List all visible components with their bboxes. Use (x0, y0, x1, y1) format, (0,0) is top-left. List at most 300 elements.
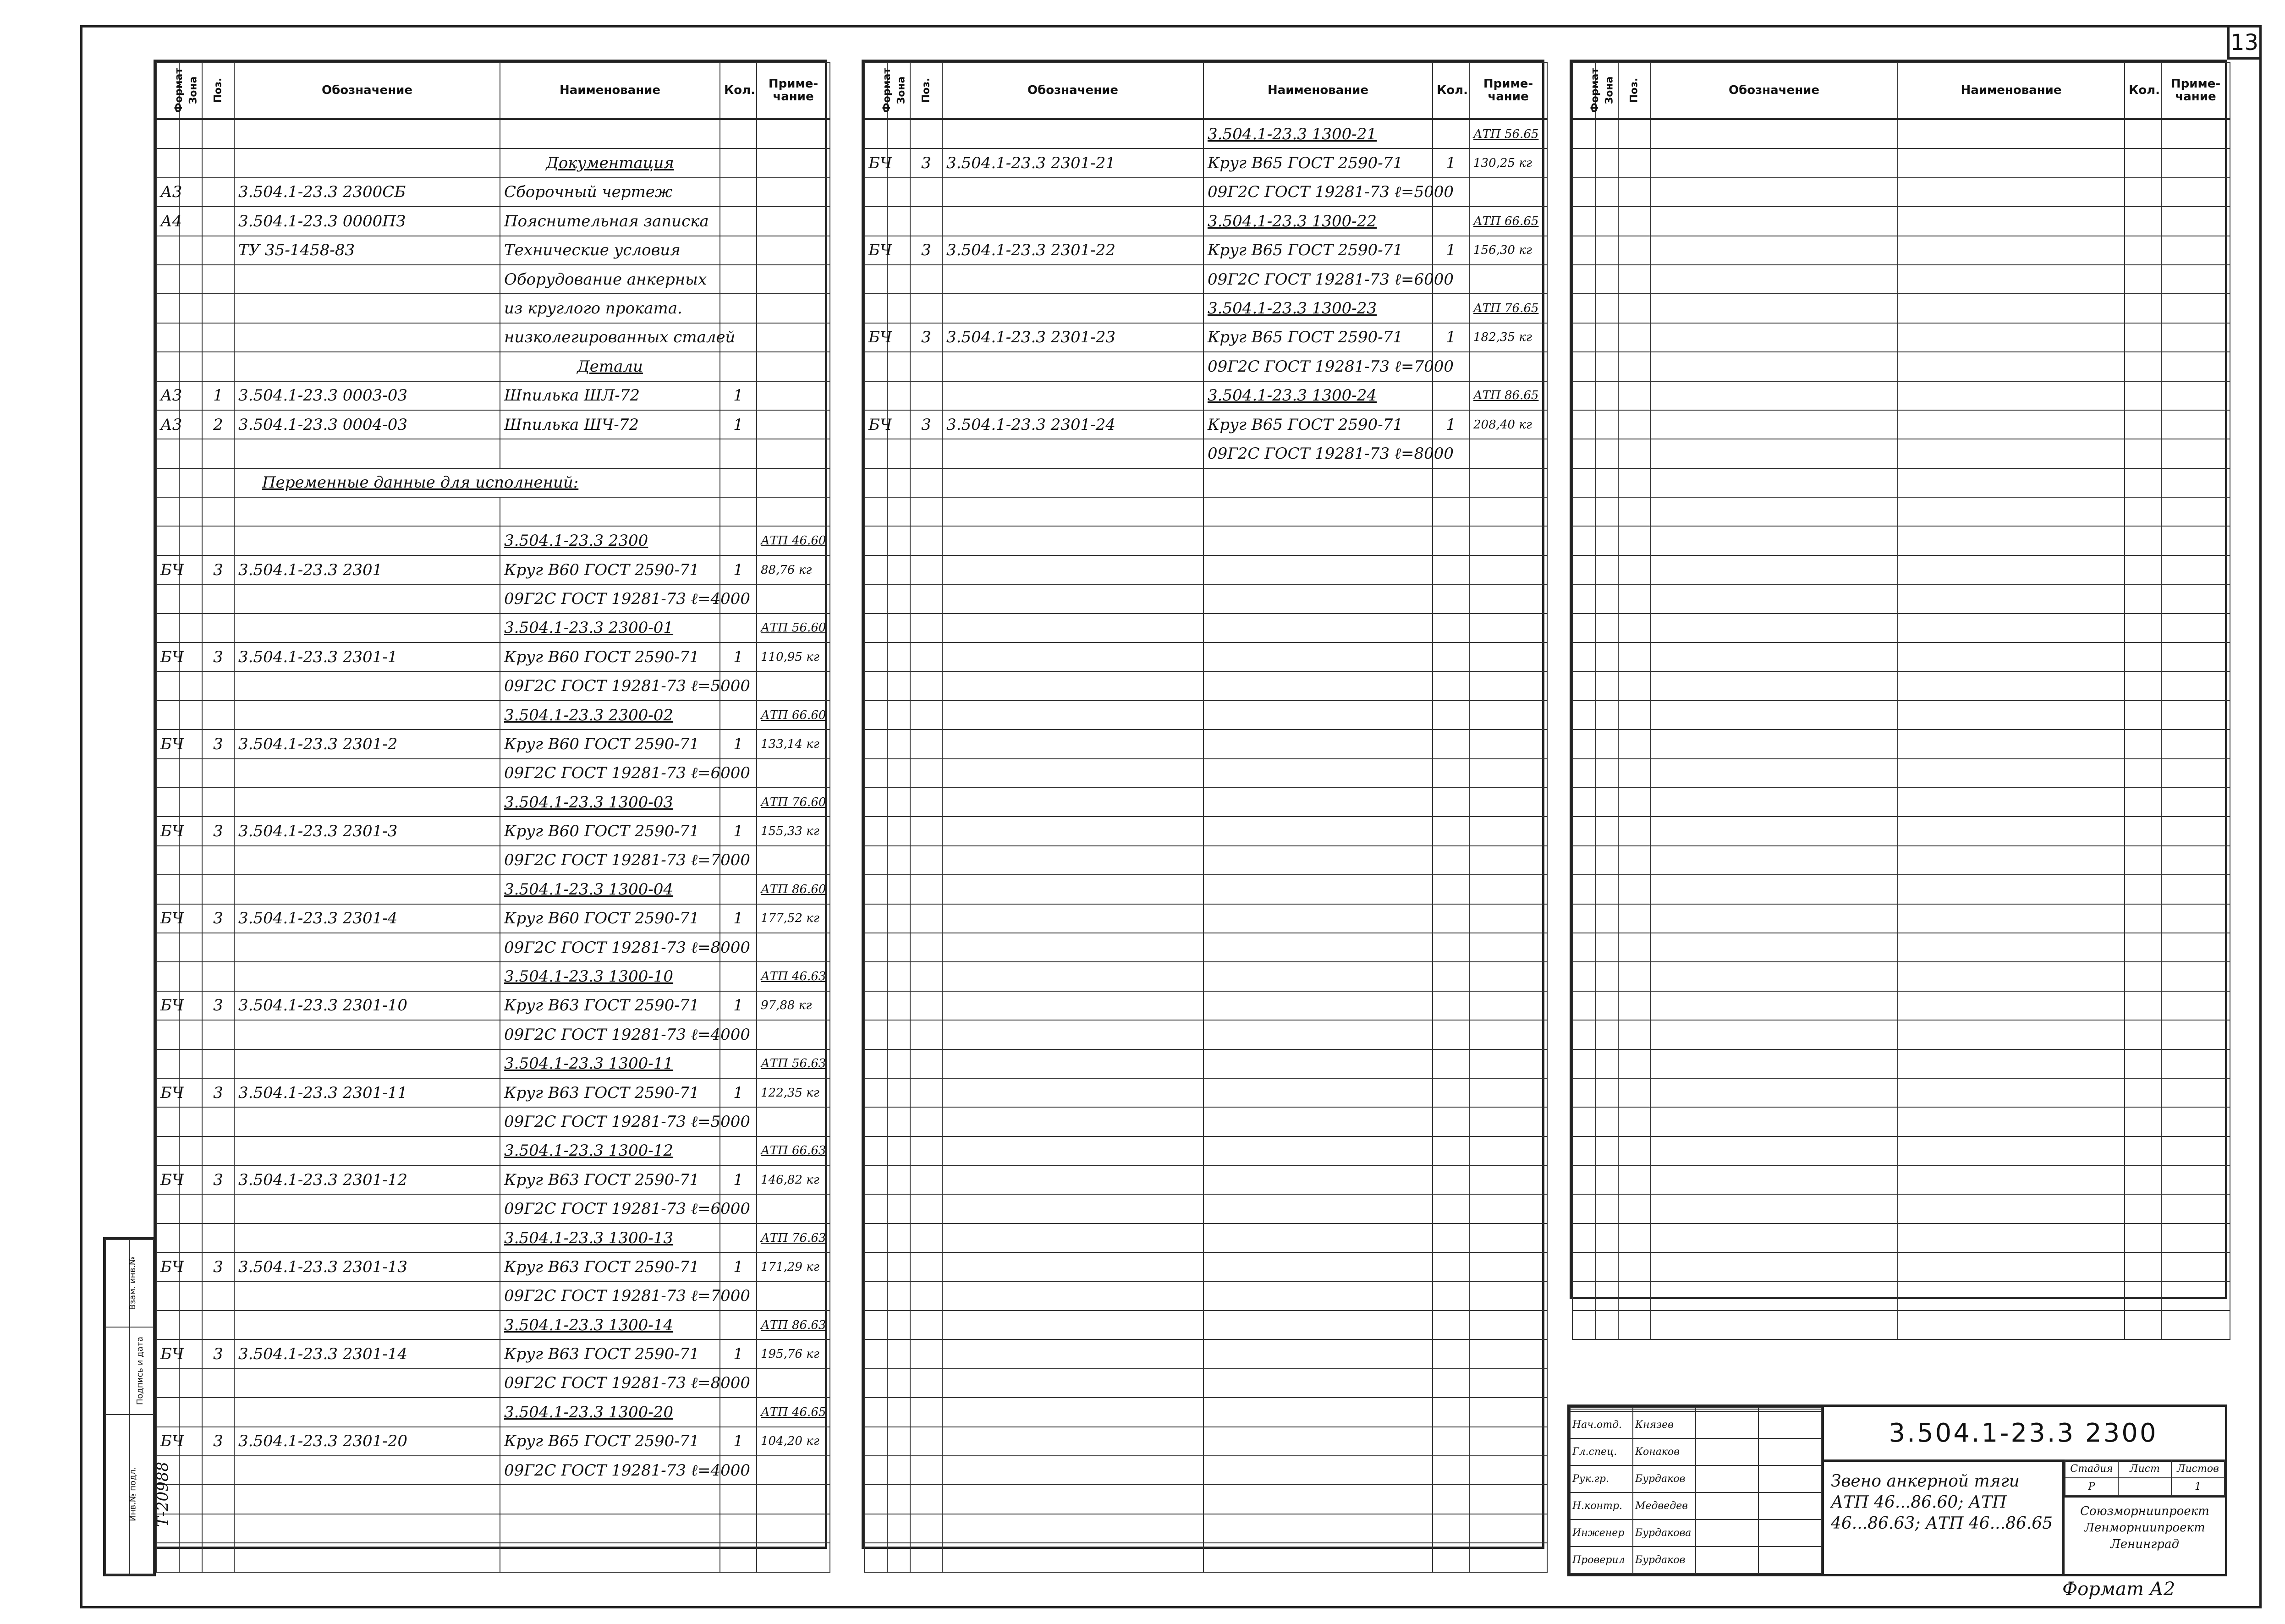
col-zone: Зона (887, 62, 910, 119)
cell-note (1469, 1107, 1547, 1136)
cell-zone (1595, 642, 1618, 671)
cell-pos (910, 1339, 942, 1368)
cell-pos (910, 1282, 942, 1311)
cell-note (1469, 1020, 1547, 1049)
cell-pos (1618, 788, 1650, 817)
cell-note: 171,29 кг (757, 1252, 830, 1281)
cell-pos: 3 (910, 323, 942, 352)
cell-name: Пояснительная записка (500, 207, 720, 236)
stage-label: Стадия (2065, 1460, 2118, 1478)
cell-name (1898, 1078, 2125, 1107)
cell-pos (1618, 991, 1650, 1020)
cell-pos (910, 1049, 942, 1078)
cell-format (1572, 1107, 1595, 1136)
cell-format (156, 1311, 179, 1339)
cell-pos (202, 614, 234, 642)
cell-designation (234, 1020, 500, 1049)
cell-name (1203, 1107, 1433, 1136)
cell-note (2161, 236, 2230, 265)
cell-designation (1650, 468, 1898, 497)
cell-name (1898, 1049, 2125, 1078)
cell-qty (720, 701, 757, 730)
cell-qty (2125, 642, 2161, 671)
spec-row (1572, 1078, 2230, 1107)
cell-designation (942, 1252, 1203, 1281)
cell-qty (2125, 1107, 2161, 1136)
spec-row (156, 614, 830, 642)
cell-qty (720, 614, 757, 642)
cell-format (864, 265, 887, 294)
cell-name (1203, 1398, 1433, 1426)
cell-name (1203, 962, 1433, 991)
cell-qty (1433, 1078, 1469, 1107)
cell-qty: 1 (720, 991, 757, 1020)
cell-name: Сборочный чертеж (500, 178, 720, 207)
cell-designation (942, 1456, 1203, 1485)
col-designation: Обозначение (1650, 62, 1898, 119)
cell-zone (1595, 468, 1618, 497)
cell-name: 09Г2С ГОСТ 19281-73 ℓ=4000 (500, 1020, 720, 1049)
cell-name (1203, 614, 1433, 642)
cell-pos (202, 933, 234, 962)
cell-qty (1433, 962, 1469, 991)
spec-row (864, 497, 1547, 526)
cell-designation (1650, 875, 1898, 904)
cell-pos: 3 (202, 904, 234, 933)
cell-name (1203, 788, 1433, 817)
cell-qty (1433, 1020, 1469, 1049)
cell-designation (942, 1543, 1203, 1572)
spec-row (156, 526, 830, 555)
cell-format (864, 642, 887, 671)
spec-row (156, 846, 830, 875)
cell-qty: 1 (720, 1252, 757, 1281)
cell-designation (234, 933, 500, 962)
spec-row (864, 759, 1547, 788)
cell-qty (1433, 1136, 1469, 1165)
col-pos: Поз. (910, 62, 942, 119)
col-designation: Обозначение (234, 62, 500, 119)
cell-qty (1433, 846, 1469, 875)
cell-format (1572, 1049, 1595, 1078)
cell-designation (942, 962, 1203, 991)
cell-format (1572, 410, 1595, 439)
cell-designation (942, 294, 1203, 323)
cell-designation: 3.504.1-23.3 0004-03 (234, 410, 500, 439)
cell-name: 09Г2С ГОСТ 19281-73 ℓ=5000 (500, 671, 720, 700)
cell-qty (1433, 788, 1469, 817)
cell-designation (234, 526, 500, 555)
cell-note (2161, 410, 2230, 439)
sheets-value: 1 (2171, 1478, 2225, 1496)
side-label-inv: Инв.№ подл. (105, 1415, 130, 1574)
cell-note (1469, 671, 1547, 700)
cell-designation (1650, 410, 1898, 439)
cell-qty (1433, 1165, 1469, 1194)
spec-row (864, 352, 1547, 381)
cell-qty: 1 (720, 381, 757, 410)
cell-pos (202, 323, 234, 352)
cell-pos (1618, 701, 1650, 730)
cell-note (2161, 323, 2230, 352)
cell-designation (942, 642, 1203, 671)
cell-name (1898, 497, 2125, 526)
spec-row (156, 788, 830, 817)
spec-row (864, 1485, 1547, 1514)
cell-designation (942, 265, 1203, 294)
cell-format (864, 759, 887, 788)
cell-pos (910, 904, 942, 933)
cell-pos (1618, 904, 1650, 933)
cell-pos (1618, 410, 1650, 439)
cell-format (156, 584, 179, 613)
cell-designation (234, 119, 500, 149)
cell-pos (202, 671, 234, 700)
cell-format (1572, 701, 1595, 730)
spec-row (864, 1339, 1547, 1368)
cell-format: БЧ (156, 1252, 179, 1281)
cell-pos (202, 1020, 234, 1049)
cell-format (1572, 1311, 1595, 1339)
cell-zone (887, 642, 910, 671)
cell-z (179, 468, 202, 497)
spec-row (864, 1427, 1547, 1456)
cell-designation (1650, 497, 1898, 526)
cell-format (1572, 294, 1595, 323)
cell-pos (202, 875, 234, 904)
cell-qty (2125, 788, 2161, 817)
cell-name: Круг В65 ГОСТ 2590-71 (500, 1427, 720, 1456)
cell-format (864, 875, 887, 904)
cell-note (1469, 1165, 1547, 1194)
cell-designation (942, 614, 1203, 642)
spec-row (1572, 410, 2230, 439)
spec-row (156, 148, 830, 177)
cell-qty (1433, 294, 1469, 323)
signature-date (1758, 1547, 1821, 1574)
cell-designation: 3.504.1-23.3 2301-3 (234, 817, 500, 845)
cell-pos (910, 817, 942, 845)
cell-qty (2125, 817, 2161, 845)
cell-name: Круг В63 ГОСТ 2590-71 (500, 991, 720, 1020)
cell-qty (2125, 904, 2161, 933)
cell-pos (1618, 1078, 1650, 1107)
spec-row (1572, 1107, 2230, 1136)
cell-name: 3.504.1-23.3 1300-22 (1203, 207, 1433, 236)
cell-qty (2125, 381, 2161, 410)
cell-format (156, 962, 179, 991)
cell-note (2161, 933, 2230, 962)
cell-qty: 1 (720, 1427, 757, 1456)
cell-format (1572, 119, 1595, 149)
cell-designation (1650, 148, 1898, 177)
cell-note (2161, 1252, 2230, 1281)
signature-name: Князев (1633, 1411, 1696, 1438)
cell-note (1469, 1339, 1547, 1368)
cell-designation (942, 817, 1203, 845)
cell-designation (1650, 817, 1898, 845)
cell-note: АТП 56.63 (757, 1049, 830, 1078)
cell-name: 3.504.1-23.3 1300-13 (500, 1223, 720, 1252)
cell-zone (887, 526, 910, 555)
cell-name (1898, 439, 2125, 468)
cell-format (1572, 1282, 1595, 1311)
cell-note: АТП 86.65 (1469, 381, 1547, 410)
cell-format (1572, 352, 1595, 381)
cell-designation (942, 1485, 1203, 1514)
cell-pos (910, 1165, 942, 1194)
cell-pos (202, 497, 234, 526)
cell-format (156, 1107, 179, 1136)
cell-pos (910, 1020, 942, 1049)
cell-qty (720, 788, 757, 817)
spec-row (864, 1456, 1547, 1485)
signature-date (1758, 1492, 1821, 1520)
cell-designation (234, 788, 500, 817)
col-zone: Зона (179, 62, 202, 119)
spec-row (156, 962, 830, 991)
cell-qty: 1 (1433, 148, 1469, 177)
signature-row (1570, 1465, 1821, 1492)
cell-format (1572, 962, 1595, 991)
cell-designation (1650, 904, 1898, 933)
cell-format (864, 1456, 887, 1485)
variable-data-heading: Переменные данные для исполнений: (234, 468, 720, 497)
cell-note (2161, 294, 2230, 323)
cell-name (1898, 178, 2125, 207)
cell-pos: 3 (202, 1078, 234, 1107)
cell-qty (2125, 148, 2161, 177)
signature-date (1758, 1438, 1821, 1465)
col-pos: Поз. (202, 62, 234, 119)
cell-format (864, 991, 887, 1020)
cell-note (2161, 1194, 2230, 1223)
cell-pos: 3 (202, 1165, 234, 1194)
cell-name: 3.504.1-23.3 1300-11 (500, 1049, 720, 1078)
cell-note (1469, 584, 1547, 613)
cell-zone (887, 1282, 910, 1311)
cell-designation (234, 1543, 500, 1572)
cell-name (1898, 381, 2125, 410)
signature-date (1758, 1465, 1821, 1492)
cell-format (156, 1194, 179, 1223)
cell-zone (887, 468, 910, 497)
cell-note (1469, 1311, 1547, 1339)
cell-pos (910, 497, 942, 526)
spec-row (156, 1311, 830, 1339)
cell-designation (1650, 555, 1898, 584)
cell-designation: 3.504.1-23.3 2301-11 (234, 1078, 500, 1107)
cell-zone (1595, 701, 1618, 730)
cell-format (864, 178, 887, 207)
cell-format (864, 1020, 887, 1049)
cell-zone (887, 962, 910, 991)
cell-zone (179, 1311, 202, 1339)
cell-pos (910, 642, 942, 671)
cell-pos (910, 526, 942, 555)
cell-pos (202, 265, 234, 294)
cell-designation (1650, 788, 1898, 817)
cell-zone (887, 294, 910, 323)
cell-note (1469, 439, 1547, 468)
cell-format (864, 439, 887, 468)
cell-qty (720, 1049, 757, 1078)
cell-name (500, 1543, 720, 1572)
cell-designation (234, 1398, 500, 1426)
cell-name: Круг В63 ГОСТ 2590-71 (500, 1078, 720, 1107)
signature-row (1570, 1411, 1821, 1438)
col-qty: Кол. (1433, 62, 1469, 119)
cell-name: 3.504.1-23.3 2300-02 (500, 701, 720, 730)
cell-format (1572, 642, 1595, 671)
cell-zone (887, 1369, 910, 1398)
cell-name (1898, 614, 2125, 642)
cell-format (156, 1136, 179, 1165)
spec-row (1572, 730, 2230, 758)
cell-note (2161, 904, 2230, 933)
cell-zone (887, 788, 910, 817)
cell-note (1469, 1049, 1547, 1078)
cell-qty (720, 1136, 757, 1165)
cell-note (2161, 701, 2230, 730)
cell-note (1469, 1282, 1547, 1311)
cell-note (2161, 439, 2230, 468)
cell-name: 09Г2С ГОСТ 19281-73 ℓ=5000 (500, 1107, 720, 1136)
cell-pos (202, 1456, 234, 1485)
cell-designation (942, 468, 1203, 497)
cell-zone (887, 1398, 910, 1426)
cell-note (2161, 642, 2230, 671)
spec-row (1572, 352, 2230, 381)
cell-note (1469, 904, 1547, 933)
cell-zone (887, 352, 910, 381)
cell-note (1469, 759, 1547, 788)
spec-row (1572, 846, 2230, 875)
spec-row (864, 730, 1547, 758)
spec-row (864, 614, 1547, 642)
cell-designation (942, 1136, 1203, 1165)
spec-row (864, 875, 1547, 904)
cell-qty (2125, 1020, 2161, 1049)
cell-pos (1618, 207, 1650, 236)
cell-zone (179, 671, 202, 700)
spec-row (156, 1514, 830, 1543)
spec-row (1572, 265, 2230, 294)
cell-designation (234, 671, 500, 700)
cell-designation (1650, 236, 1898, 265)
cell-designation (1650, 1252, 1898, 1281)
cell-format (864, 962, 887, 991)
cell-zone (1595, 410, 1618, 439)
cell-name: Документация (500, 148, 720, 177)
spec-row (1572, 1136, 2230, 1165)
cell-pos: 3 (202, 730, 234, 758)
cell-name (1203, 1339, 1433, 1368)
cell-note (1469, 1398, 1547, 1426)
spec-row (156, 468, 830, 497)
cell-qty (2125, 555, 2161, 584)
cell-zone (179, 1456, 202, 1485)
cell-note (1469, 933, 1547, 962)
cell-qty (1433, 1398, 1469, 1426)
cell-name: 09Г2С ГОСТ 19281-73 ℓ=8000 (500, 933, 720, 962)
cell-name: 3.504.1-23.3 1300-24 (1203, 381, 1433, 410)
cell-designation (942, 1078, 1203, 1107)
cell-name: Шпилька ШЛ-72 (500, 381, 720, 410)
cell-qty (1433, 1223, 1469, 1252)
cell-format (1572, 1252, 1595, 1281)
cell-name: 3.504.1-23.3 1300-03 (500, 788, 720, 817)
cell-note (2161, 1136, 2230, 1165)
cell-pos (1618, 497, 1650, 526)
cell-pos (910, 1427, 942, 1456)
cell-pos (202, 294, 234, 323)
cell-qty (2125, 1194, 2161, 1223)
cell-format (156, 352, 179, 381)
cell-designation (234, 1485, 500, 1514)
cell-name (1203, 497, 1433, 526)
spec-row (864, 1369, 1547, 1398)
cell-zone (1595, 759, 1618, 788)
spec-row (156, 584, 830, 613)
cell-name: 3.504.1-23.3 1300-04 (500, 875, 720, 904)
cell-format (156, 1282, 179, 1311)
cell-qty (1433, 904, 1469, 933)
cell-name (1203, 933, 1433, 962)
cell-zone (179, 701, 202, 730)
cell-note (1469, 642, 1547, 671)
side-label-signature: Подпись и дата (105, 1327, 130, 1415)
cell-qty (720, 119, 757, 149)
cell-zone (1595, 1136, 1618, 1165)
cell-name: 09Г2С ГОСТ 19281-73 ℓ=4000 (500, 584, 720, 613)
cell-pos (910, 701, 942, 730)
cell-name (1898, 352, 2125, 381)
spec-row (864, 1136, 1547, 1165)
spec-row (156, 991, 830, 1020)
spec-panel-3 (1570, 60, 2227, 1299)
cell-note (2161, 1282, 2230, 1311)
cell-name: Круг В63 ГОСТ 2590-71 (500, 1165, 720, 1194)
cell-name (1203, 846, 1433, 875)
cell-name: Круг В65 ГОСТ 2590-71 (1203, 410, 1433, 439)
cell-qty: 1 (720, 410, 757, 439)
cell-name (1203, 904, 1433, 933)
col-designation: Обозначение (942, 62, 1203, 119)
cell-name (1898, 1223, 2125, 1252)
cell-designation (1650, 1282, 1898, 1311)
cell-zone (179, 962, 202, 991)
cell-pos (202, 352, 234, 381)
cell-designation: 3.504.1-23.3 2301-2 (234, 730, 500, 758)
cell-zone (179, 497, 202, 526)
cell-qty (2125, 991, 2161, 1020)
cell-format (864, 1107, 887, 1136)
cell-note (2161, 1049, 2230, 1078)
cell-qty (2125, 439, 2161, 468)
cell-name: Детали (500, 352, 720, 381)
spec-row (1572, 1020, 2230, 1049)
cell-zone (1595, 584, 1618, 613)
cell-name: Круг В60 ГОСТ 2590-71 (500, 555, 720, 584)
spec-row (1572, 178, 2230, 207)
cell-designation (942, 497, 1203, 526)
cell-zone (887, 846, 910, 875)
cell-format (156, 119, 179, 149)
cell-designation (942, 1427, 1203, 1456)
cell-name (1898, 788, 2125, 817)
spec-row (156, 294, 830, 323)
